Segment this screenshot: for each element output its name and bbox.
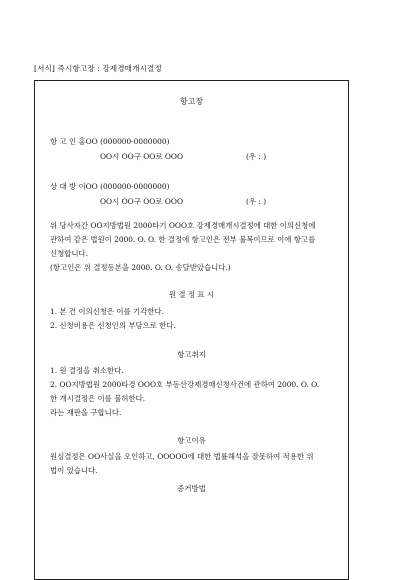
purpose-heading: 항고취지: [177, 350, 206, 359]
reason-line-1: 원심결정은 OO사실을 오인하고, OOOOO에 대한 법률해석을 잘못하여 적용한 위: [50, 452, 314, 461]
appellant-address: OO시 OO구 OO로 OOO: [100, 152, 183, 161]
appellant-name: 항 고 인 홍OO (000000-0000000): [50, 137, 170, 146]
intro-line-3: 신청합니다.: [50, 249, 89, 258]
purpose-item-2-cont: 한 개시결정은 이를 불허한다.: [50, 394, 146, 403]
purpose-item-2: 2. OO지방법원 2000타경 OOO호 부동산강제경매신청사건에 관하여 2000. O. O.: [50, 380, 320, 389]
respondent-name: 상 대 방 이OO (000000-0000000): [50, 182, 170, 191]
appellant-postal: (우 : ): [246, 152, 267, 161]
intro-line-1: 위 당사자간 OO지방법원 2000타기 OOO호 강제경매개시결정에 대한 이의신청에: [50, 221, 316, 230]
reason-heading: 항고이유: [177, 436, 206, 445]
purpose-item-1: 1. 원 결정을 취소한다.: [50, 366, 124, 375]
intro-line-4: (항고인은 위 결정등본을 2000. O. O. 송달받았습니다.): [50, 263, 231, 272]
respondent-postal: (우 : ): [246, 197, 267, 206]
reason-line-2: 법이 있습니다.: [50, 466, 98, 475]
purpose-closing: 라는 재판을 구합니다.: [50, 408, 122, 417]
decision-item-2: 2. 신청비용은 신청인의 부담으로 한다.: [50, 321, 176, 330]
decision-heading: 원 결 정 표 시: [168, 290, 215, 299]
evidence-heading: 증거방법: [177, 484, 206, 493]
decision-item-1: 1. 본 건 이의신청은 이를 기각한다.: [50, 307, 164, 316]
intro-line-2: 관하여 같은 법원이 2000. O. O. 한 결정에 항고인은 전부 불복이므로 이에 항고를: [50, 235, 316, 244]
respondent-address: OO시 OO구 OO로 OOO: [100, 197, 183, 206]
document-frame: [34, 80, 349, 580]
form-caption: [서식] 즉시항고장 : 강제경매개시결정: [34, 64, 162, 73]
document-title: 항고장: [179, 97, 204, 106]
